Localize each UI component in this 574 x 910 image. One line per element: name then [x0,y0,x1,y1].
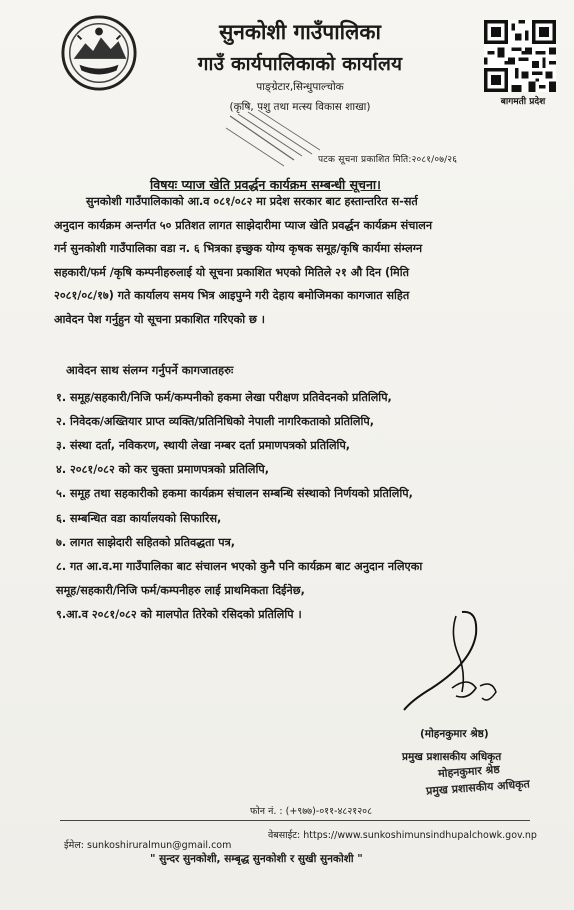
body-line: आवेदन पेश गर्नुहुन यो सूचना प्रकाशित गरिएको छ । [54,312,266,326]
footer-slogan: " सुन्दर सुनकोशी, सम्बृद्ध सुनकोशी र सुखी सुनकोशी " [150,853,363,865]
body-line: अनुदान कार्यक्रम अन्तर्गत ५० प्रतिशत लागत साझेदारीमा प्याज खेति प्रवर्द्धन कार्यक्रम संचालन [54,218,433,232]
nepal-emblem-icon [60,14,138,92]
municipality-name: सुनकोशी गाउँपालिका [219,20,381,44]
document-item: ६. सम्बन्धित वडा कार्यालयको सिफारिस, [56,512,222,525]
office-address: पाङ्ग्रेटार,सिन्धुपाल्चोक [256,81,344,93]
branch-name: (कृषि, पशु तथा मत्स्य विकास शाखा) [229,101,371,113]
document-item: ३. संस्था दर्ता, नविकरण, स्थायी लेखा नम्बर दर्ता प्रमाणपत्रको प्रतिलिपि, [56,439,351,452]
footer-divider [60,820,530,821]
signatory-title: प्रमुख प्रशासकीय अधिकृत [402,751,502,763]
stamp-title: प्रमुख प्रशासकीय अधिकृत [425,777,531,798]
notice-subject: विषयः प्याज खेति प्रवर्द्धन कार्यक्रम सम्बन्धी सूचना। [150,177,381,192]
documents-heading: आवेदन साथ संलग्न गर्नुपर्ने कागजातहरुः [66,363,234,377]
published-date: पटक सूचना प्रकाशित मिति:२०८१/०७/२६ [318,155,458,165]
body-line: सहकारी/फर्म /कृषि कम्पनीहरुलाई यो सूचना प्रकाशित भएको मितिले २१ औ दिन (मिति [54,265,409,279]
notice-body [54,190,544,332]
document-item: ७. लागत साझेदारी सहितको प्रतिवद्धता पत्र, [56,536,236,549]
footer-email: ईमेल: sunkoshiruralmun@gmail.com [64,840,232,851]
province-label: बागमती प्रदेश [500,97,546,107]
body-line: गर्न सुनकोशी गाउँपालिका वडा न. ६ भित्रका इच्छुक योग्य कृषक समूह/कृषि कार्यमा संम्लग्न [54,242,423,256]
signatory-name: (मोहनकुमार श्रेष्ठ) [420,728,489,740]
document-item: ९.आ.व २०८१/०८२ को मालपोत तिरेको रसिदको प्रतिलिपि । [56,608,302,621]
footer-website: वेबसाईट: https://www.sunkoshimunsindhupalchowk.gov.np [268,830,537,841]
qr-code-icon [484,20,556,92]
document-item: समूह/सहकारी/निजि फर्म/कम्पनीहरु लाई प्राथमिकता दिईनेछ, [56,584,305,597]
document-item: १. समूह/सहकारी/निजि फर्म/कम्पनीको हकमा लेखा परीक्षण प्रतिवेदनको प्रतिलिपि, [56,391,392,404]
document-item: २. निवेदक/अख्तियार प्राप्त व्यक्ति/प्रतिनिधिको नेपाली नागरिकताको प्रतिलिपि, [56,415,374,428]
document-item: ८. गत आ.व.मा गाउँपालिका बाट संचालन भएको कुनै पनि कार्यक्रम बाट अनुदान नलिएका [56,560,423,573]
footer-phone: फोन नं. : (+९७७)-०११-४८२१२०८ [250,806,373,817]
body-line: २०८१/०८/१७) गते कार्यालय समय भित्र आइपुग्ने गरी देहाय बमोजिमका कागजात सहित [54,289,410,303]
body-line: सुनकोशी गाउँपालिकाको आ.व ०८१/०८२ मा प्रदेश सरकार बाट हस्तान्तरित स-सर्त [86,195,418,208]
document-item: ४. २०८१/०८२ को कर चुक्ता प्रमाणपत्रको प्रतिलिपि, [56,463,269,476]
stamp-name: मोहनकुमार श्रेष्ठ [437,762,501,781]
document-item: ५. समूह तथा सहकारीको हकमा कार्यक्रम संचालन सम्बन्धि संस्थाको निर्णयको प्रतिलिपि, [56,487,413,500]
signature-icon [392,604,512,714]
office-name: गाउँ कार्यपालिकाको कार्यालय [197,53,403,75]
